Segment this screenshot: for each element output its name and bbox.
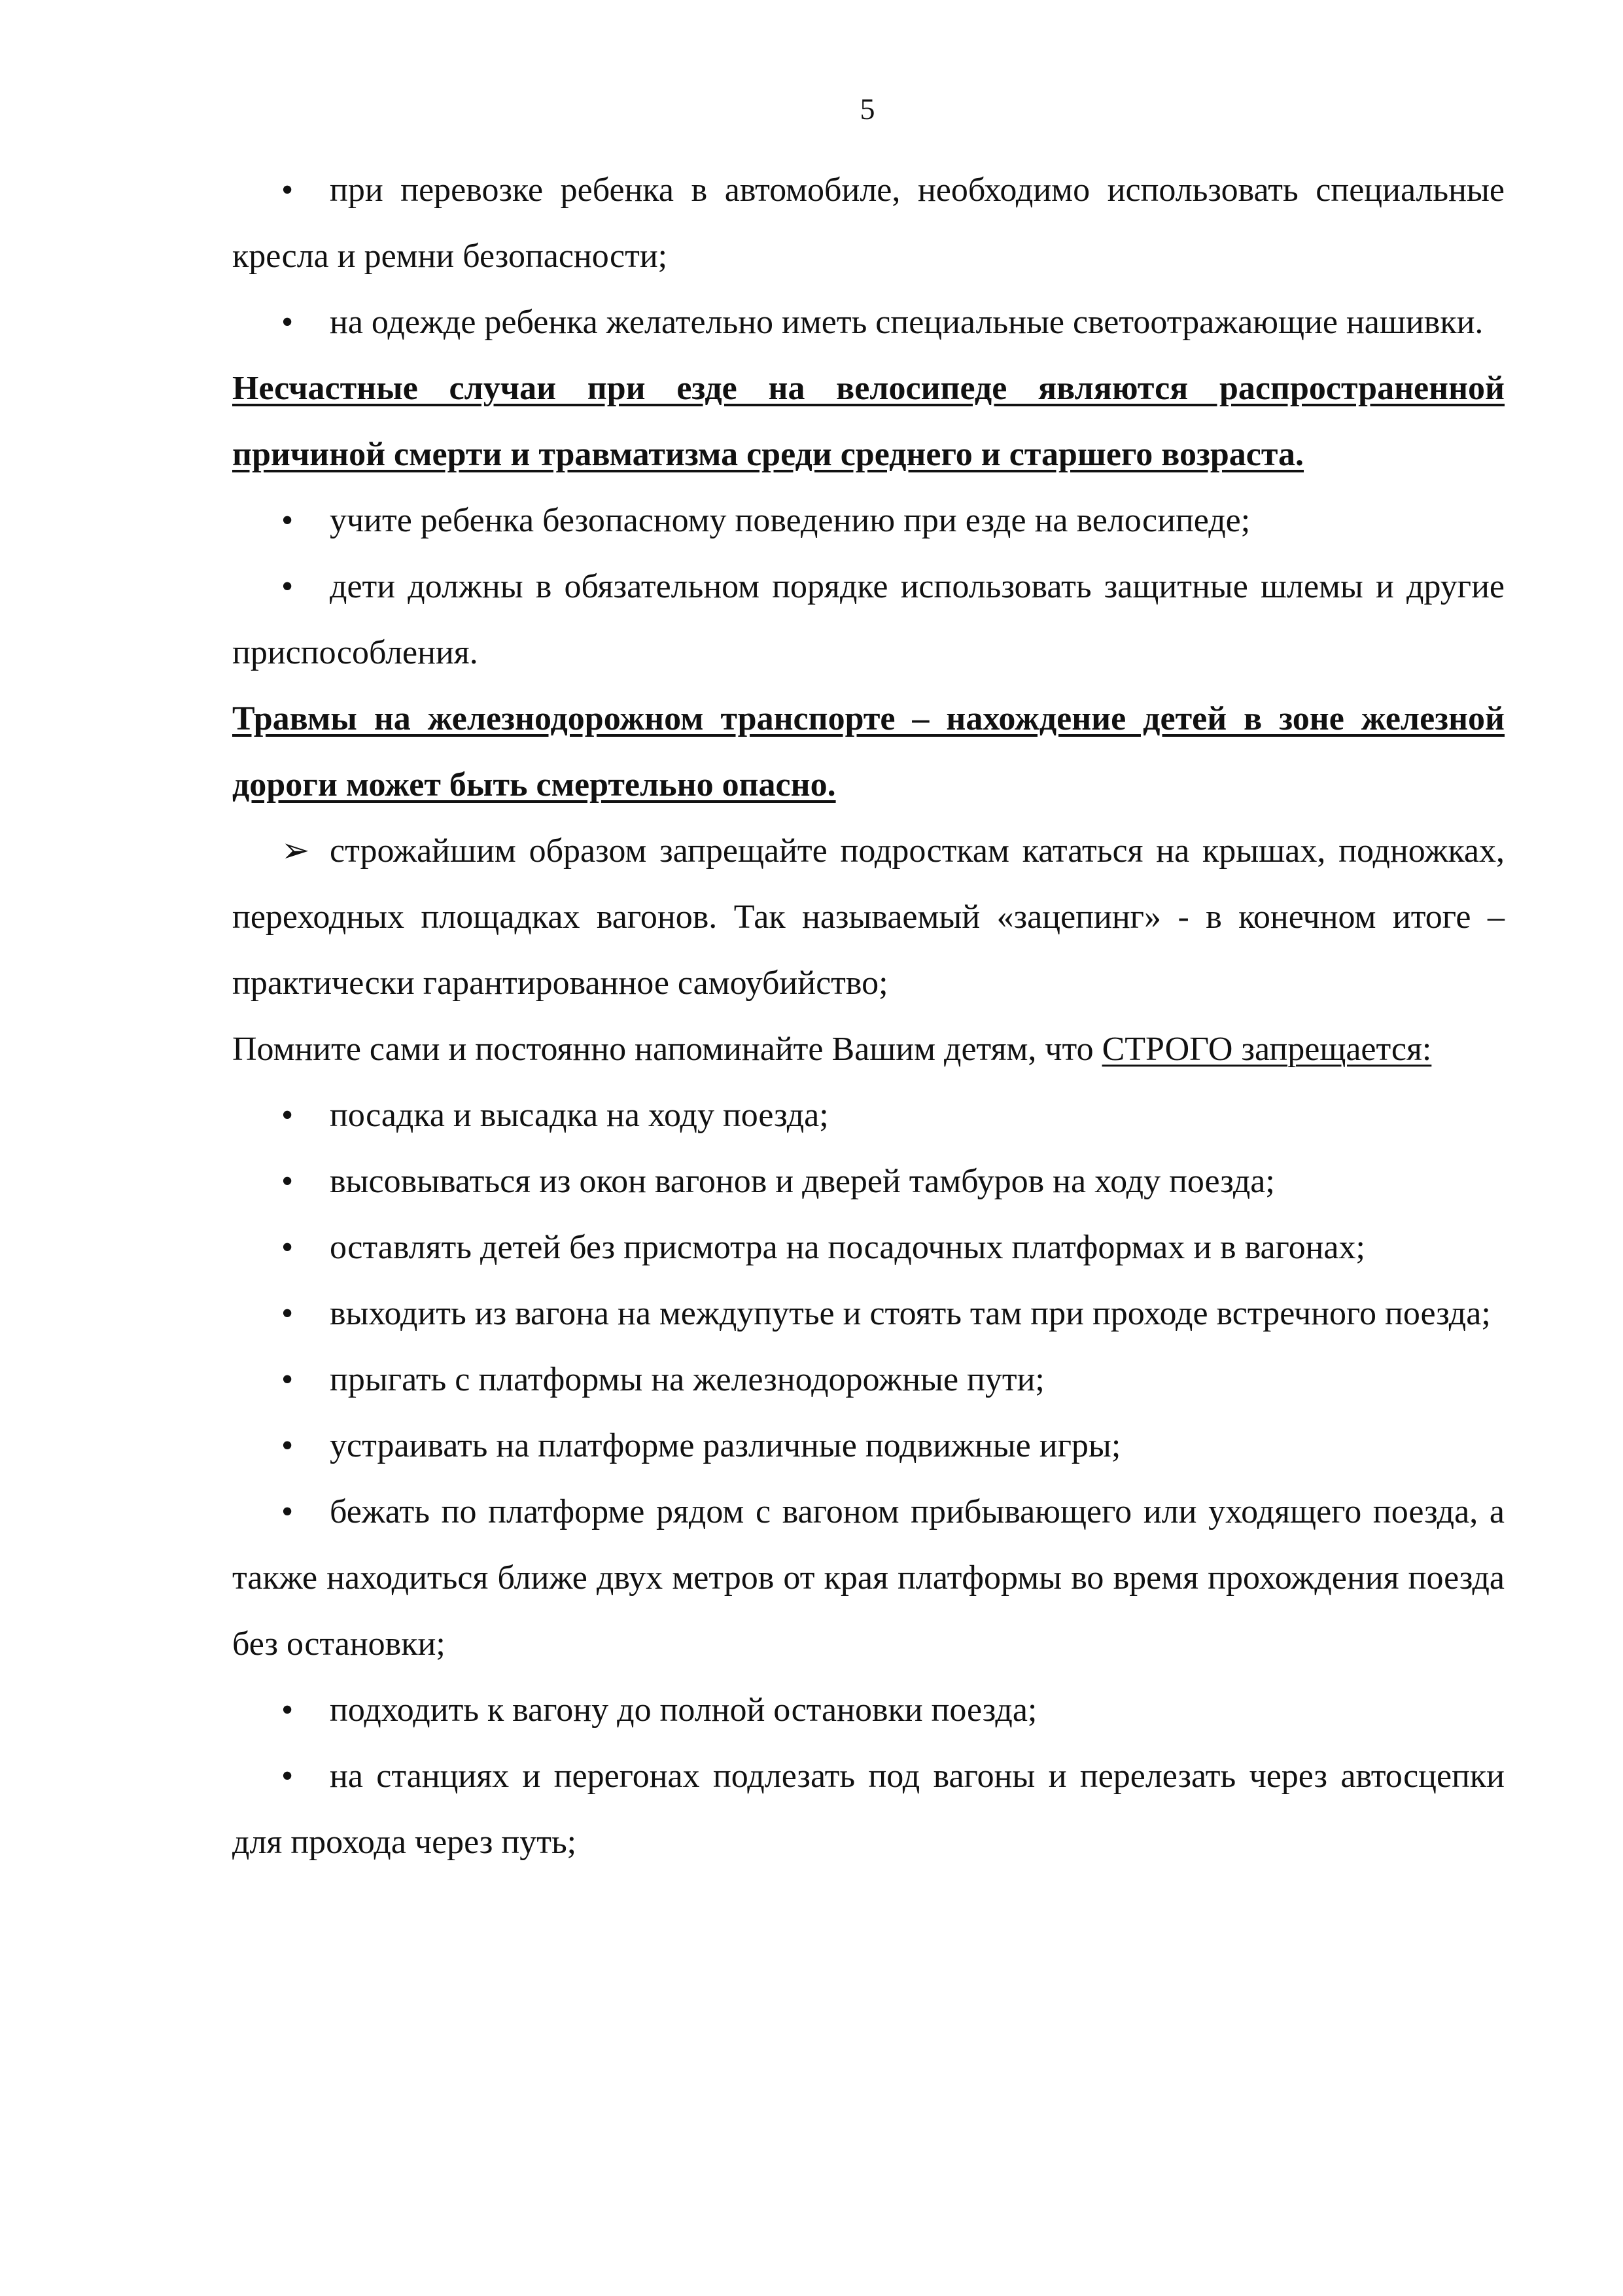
bullet-icon: • bbox=[281, 1757, 294, 1795]
bullet-icon: • bbox=[281, 1493, 294, 1530]
page-number: 5 bbox=[860, 92, 875, 126]
list-item bbox=[232, 1347, 1505, 1413]
document-body bbox=[232, 157, 1505, 1875]
list-item bbox=[232, 1082, 1505, 1148]
list-item-text: на одежде ребенка желательно иметь специальные светоотражающие нашивки. bbox=[330, 304, 1484, 341]
list-item-text: бежать по платформе рядом с вагоном прибывающего или уходящего поезда, а также находиться ближе двух метров от края платформы во время прохождения поезда без остановки; bbox=[232, 1493, 1505, 1663]
bullet-icon: • bbox=[281, 304, 294, 341]
list-item-text: дети должны в обязательном порядке использовать защитные шлемы и другие приспособления. bbox=[232, 568, 1505, 671]
list-item-text: при перевозке ребенка в автомобиле, необходимо использовать специальные кресла и ремни безопасности; bbox=[232, 171, 1505, 275]
arrow-bullet-icon: ➢ bbox=[281, 832, 310, 870]
list-item bbox=[232, 1743, 1505, 1875]
bullet-icon: • bbox=[281, 171, 294, 209]
list-item-text: выходить из вагона на междупутье и стоять там при проходе встречного поезда; bbox=[330, 1295, 1491, 1332]
bullet-icon: • bbox=[281, 1097, 294, 1134]
bullet-icon: • bbox=[281, 1163, 294, 1200]
bicycle-list bbox=[232, 487, 1505, 686]
list-item bbox=[232, 289, 1505, 355]
list-item-text: строжайшим образом запрещайте подросткам кататься на крышах, подножках, переходных площадках вагонов. Так называемый «зацепинг» - в конечном итоге – практически гарантированное самоубийство; bbox=[232, 832, 1505, 1002]
bullet-icon: • bbox=[281, 1427, 294, 1464]
child-transport-list bbox=[232, 157, 1505, 355]
railway-heading: Травмы на железнодорожном транспорте – нахождение детей в зоне железной дороги может быть смертельно опасно. bbox=[232, 700, 1505, 804]
forbidden-actions-list bbox=[232, 1082, 1505, 1875]
list-item-text: учите ребенка безопасному поведению при езде на велосипеде; bbox=[330, 502, 1251, 539]
list-item bbox=[232, 487, 1505, 554]
bullet-icon: • bbox=[281, 1691, 294, 1729]
list-item-text: высовываться из окон вагонов и дверей тамбуров на ходу поезда; bbox=[330, 1163, 1275, 1200]
remember-paragraph bbox=[232, 1016, 1505, 1082]
strictly-forbidden-emphasis: СТРОГО запрещается: bbox=[1102, 1031, 1432, 1068]
list-item bbox=[232, 1413, 1505, 1479]
list-item bbox=[232, 554, 1505, 686]
bullet-icon: • bbox=[281, 1295, 294, 1332]
list-item bbox=[232, 1479, 1505, 1677]
remember-lead: Помните сами и постоянно напоминайте Вашим детям, что bbox=[232, 1031, 1102, 1068]
list-item bbox=[232, 1214, 1505, 1280]
list-item bbox=[232, 1677, 1505, 1743]
list-item-text: оставлять детей без присмотра на посадочных платформах и в вагонах; bbox=[330, 1229, 1365, 1266]
list-item-text: на станциях и перегонах подлезать под вагоны и перелезать через автосцепки для прохода через путь; bbox=[232, 1757, 1505, 1861]
bullet-icon: • bbox=[281, 568, 294, 605]
list-item-text: подходить к вагону до полной остановки поезда; bbox=[330, 1691, 1038, 1729]
list-item-text: посадка и высадка на ходу поезда; bbox=[330, 1097, 829, 1134]
list-item bbox=[232, 1148, 1505, 1214]
list-item bbox=[232, 1280, 1505, 1347]
bullet-icon: • bbox=[281, 1361, 294, 1398]
arrow-list-item bbox=[232, 818, 1505, 1016]
bullet-icon: • bbox=[281, 1229, 294, 1266]
list-item bbox=[232, 157, 1505, 289]
list-item-text: прыгать с платформы на железнодорожные пути; bbox=[330, 1361, 1045, 1398]
list-item-text: устраивать на платформе различные подвижные игры; bbox=[330, 1427, 1121, 1464]
bullet-icon: • bbox=[281, 502, 294, 539]
bicycle-heading: Несчастные случаи при езде на велосипеде являются распространенной причиной смерти и травматизма среди среднего и старшего возраста. bbox=[232, 370, 1505, 473]
